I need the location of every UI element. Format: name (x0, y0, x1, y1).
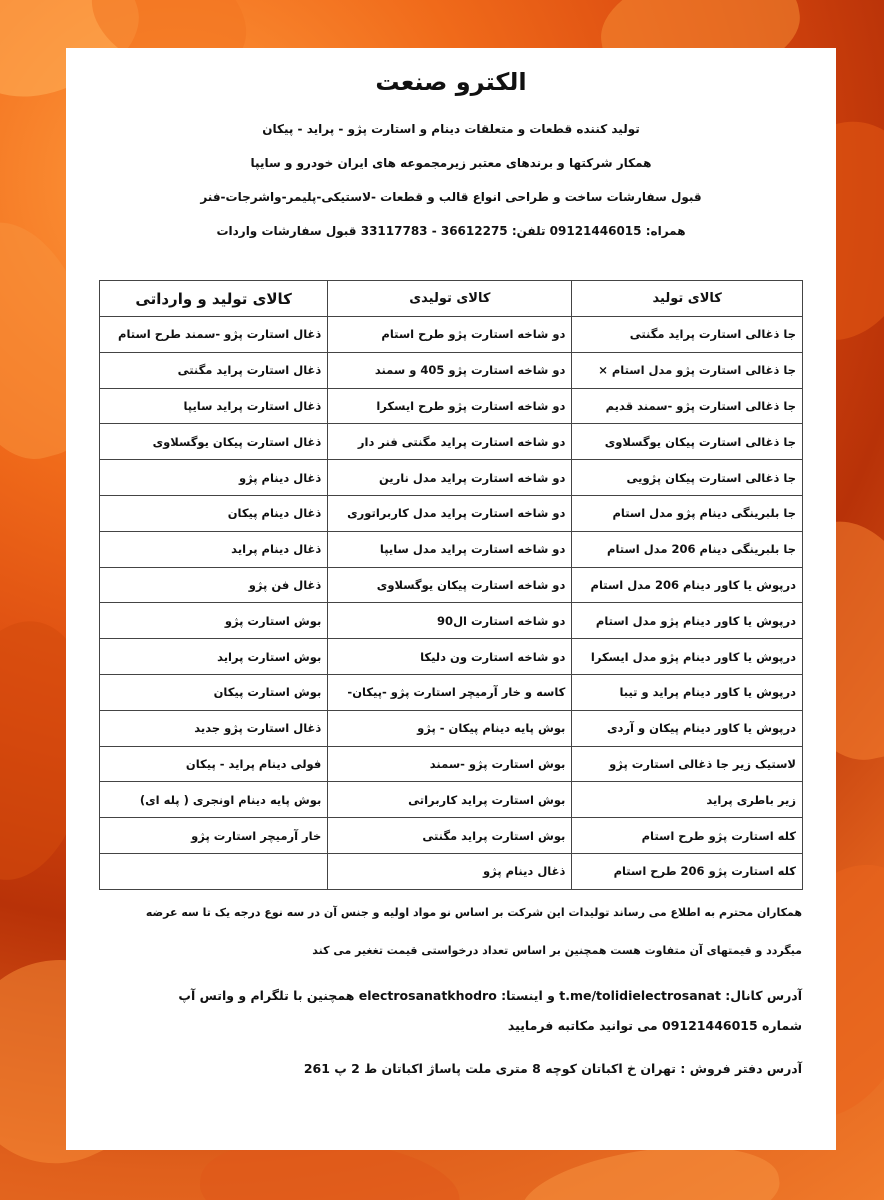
table-cell: دو شاخه استارت پراید مدل کاربراتوری (328, 495, 572, 531)
table-row (100, 746, 803, 782)
table-cell: فولی دینام پراید - پیکان (100, 746, 328, 782)
table-cell: بوش استارت پراید مگنتی (328, 818, 572, 854)
table-cell: دو شاخه استارت ال90 (328, 603, 572, 639)
table-cell: درپوش یا کاور دینام 206 مدل استام (572, 567, 803, 603)
table-cell: درپوش یا کاور دینام پراید و تیبا (572, 674, 803, 710)
table-cell: ذغال دینام پراید (100, 531, 328, 567)
table-cell: جا بلبرینگی دینام 206 مدل استام (572, 531, 803, 567)
channel-address: آدرس کانال: t.me/tolidielectrosanat و اینستا: electrosanatkhodro همچنین با تلگرام و واتس آپ (178, 988, 802, 1003)
table-cell: دو شاخه استارت پیکان یوگسلاوی (328, 567, 572, 603)
table-cell: ذغال استارت پراید مگنتی (100, 352, 328, 388)
table-cell: دو شاخه استارت پراید مگنتی فنر دار (328, 424, 572, 460)
table-cell (100, 853, 328, 889)
table-cell: جا ذغالی استارت پژو -سمند قدیم (572, 388, 803, 424)
table-cell: ذغال استارت پژو -سمند طرح استام (100, 317, 328, 353)
table-cell: جا ذغالی استارت پیکان یوگسلاوی (572, 424, 803, 460)
table-cell: زیر باطری پراید (572, 782, 803, 818)
table-cell: بوش استارت پژو (100, 603, 328, 639)
table-cell: درپوش یا کاور دینام پیکان و آردی (572, 710, 803, 746)
contact-phones: همراه: 09121446015 تلفن: 36612275 - 33117783 قبول سفارشات واردات (216, 224, 686, 238)
table-row (100, 603, 803, 639)
flyer-sheet (66, 48, 836, 1150)
header-production: کالای تولید (572, 281, 803, 317)
table-cell: دو شاخه استارت ون دلیکا (328, 639, 572, 675)
table-header-row (100, 281, 803, 317)
table-cell: ذغال استارت پراید سایپا (100, 388, 328, 424)
table-cell: کله استارت پژو طرح استام (572, 818, 803, 854)
header-production-import: کالای تولید و وارداتی (100, 281, 328, 317)
table-cell: لاستیک زیر جا ذغالی استارت پژو (572, 746, 803, 782)
table-row (100, 853, 803, 889)
table-cell: درپوش یا کاور دینام پژو مدل استام (572, 603, 803, 639)
table-cell: جا بلبرینگی دینام پژو مدل استام (572, 495, 803, 531)
table-row (100, 639, 803, 675)
table-cell: ذغال دینام پیکان (100, 495, 328, 531)
table-cell: بوش استارت پراید (100, 639, 328, 675)
table-cell: بوش پایه دینام اونجری ( پله ای) (100, 782, 328, 818)
table-row (100, 460, 803, 496)
table-cell: بوش استارت پژو -سمند (328, 746, 572, 782)
table-row (100, 710, 803, 746)
table-row (100, 424, 803, 460)
table-row (100, 388, 803, 424)
table-row (100, 782, 803, 818)
contact-number: شماره 09121446015 می توانید مکاتبه فرمایید (507, 1018, 802, 1033)
table-cell: جا ذغالی استارت پیکان پژویی (572, 460, 803, 496)
table-cell: جا ذغالی استارت پژو مدل استام × (572, 352, 803, 388)
table-cell: درپوش یا کاور دینام پژو مدل ایسکرا (572, 639, 803, 675)
table-cell: ذغال استارت پژو جدید (100, 710, 328, 746)
table-row (100, 531, 803, 567)
products-table (99, 280, 803, 890)
notice-quality: همکاران محترم به اطلاع می رساند تولیدات این شرکت بر اساس نو مواد اولیه و جنس آن در سه نوع درجه یک تا سه عرضه (145, 906, 802, 919)
table-row (100, 818, 803, 854)
notice-pricing: میگردد و قیمتهای آن متفاوت هست همچنین بر اساس تعداد درخواستی قیمت تغغیر می کند (312, 944, 802, 957)
table-cell: بوش استارت پراید کاربراتی (328, 782, 572, 818)
table-row (100, 317, 803, 353)
table-cell: دو شاخه استارت پژو 405 و سمند (328, 352, 572, 388)
header-produced: کالای تولیدی (328, 281, 572, 317)
table-row (100, 495, 803, 531)
sales-office-address: آدرس دفتر فروش : تهران خ اکباتان کوچه 8 متری ملت پاساژ اکباتان ط 2 پ 261 (303, 1061, 802, 1076)
company-title: الکترو صنعت (375, 68, 527, 96)
table-cell: ذغال فن پژو (100, 567, 328, 603)
table-cell: کاسه و خار آرمیچر استارت پژو -پیکان- (328, 674, 572, 710)
table-cell: دو شاخه استارت پژو طرح استام (328, 317, 572, 353)
table-cell: بوش استارت پیکان (100, 674, 328, 710)
table-cell: ذغال استارت پیکان یوگسلاوی (100, 424, 328, 460)
table-cell: بوش پایه دینام پیکان - پژو (328, 710, 572, 746)
table-row (100, 352, 803, 388)
table-cell: ذغال دینام پژو (100, 460, 328, 496)
tagline-partners: همکار شرکتها و برندهای معتبر زیرمجموعه های ایران خودرو و سایپا (250, 156, 652, 170)
table-cell: دو شاخه استارت پراید مدل نارین (328, 460, 572, 496)
table-cell: ذغال دینام پژو (328, 853, 572, 889)
table-row (100, 567, 803, 603)
tagline-orders: قبول سفارشات ساخت و طراحی انواع قالب و قطعات -لاستیکی-پلیمر-واشرجات-فنر (200, 190, 702, 204)
table-cell: دو شاخه استارت پراید مدل سایپا (328, 531, 572, 567)
table-cell: خار آرمیچر استارت پژو (100, 818, 328, 854)
table-cell: کله استارت پژو 206 طرح استام (572, 853, 803, 889)
table-row (100, 674, 803, 710)
tagline-products: تولید کننده قطعات و متعلقات دینام و استارت پژو - پراید - پیکان (262, 122, 640, 136)
table-cell: جا ذغالی استارت پراید مگنتی (572, 317, 803, 353)
table-cell: دو شاخه استارت پژو طرح ایسکرا (328, 388, 572, 424)
